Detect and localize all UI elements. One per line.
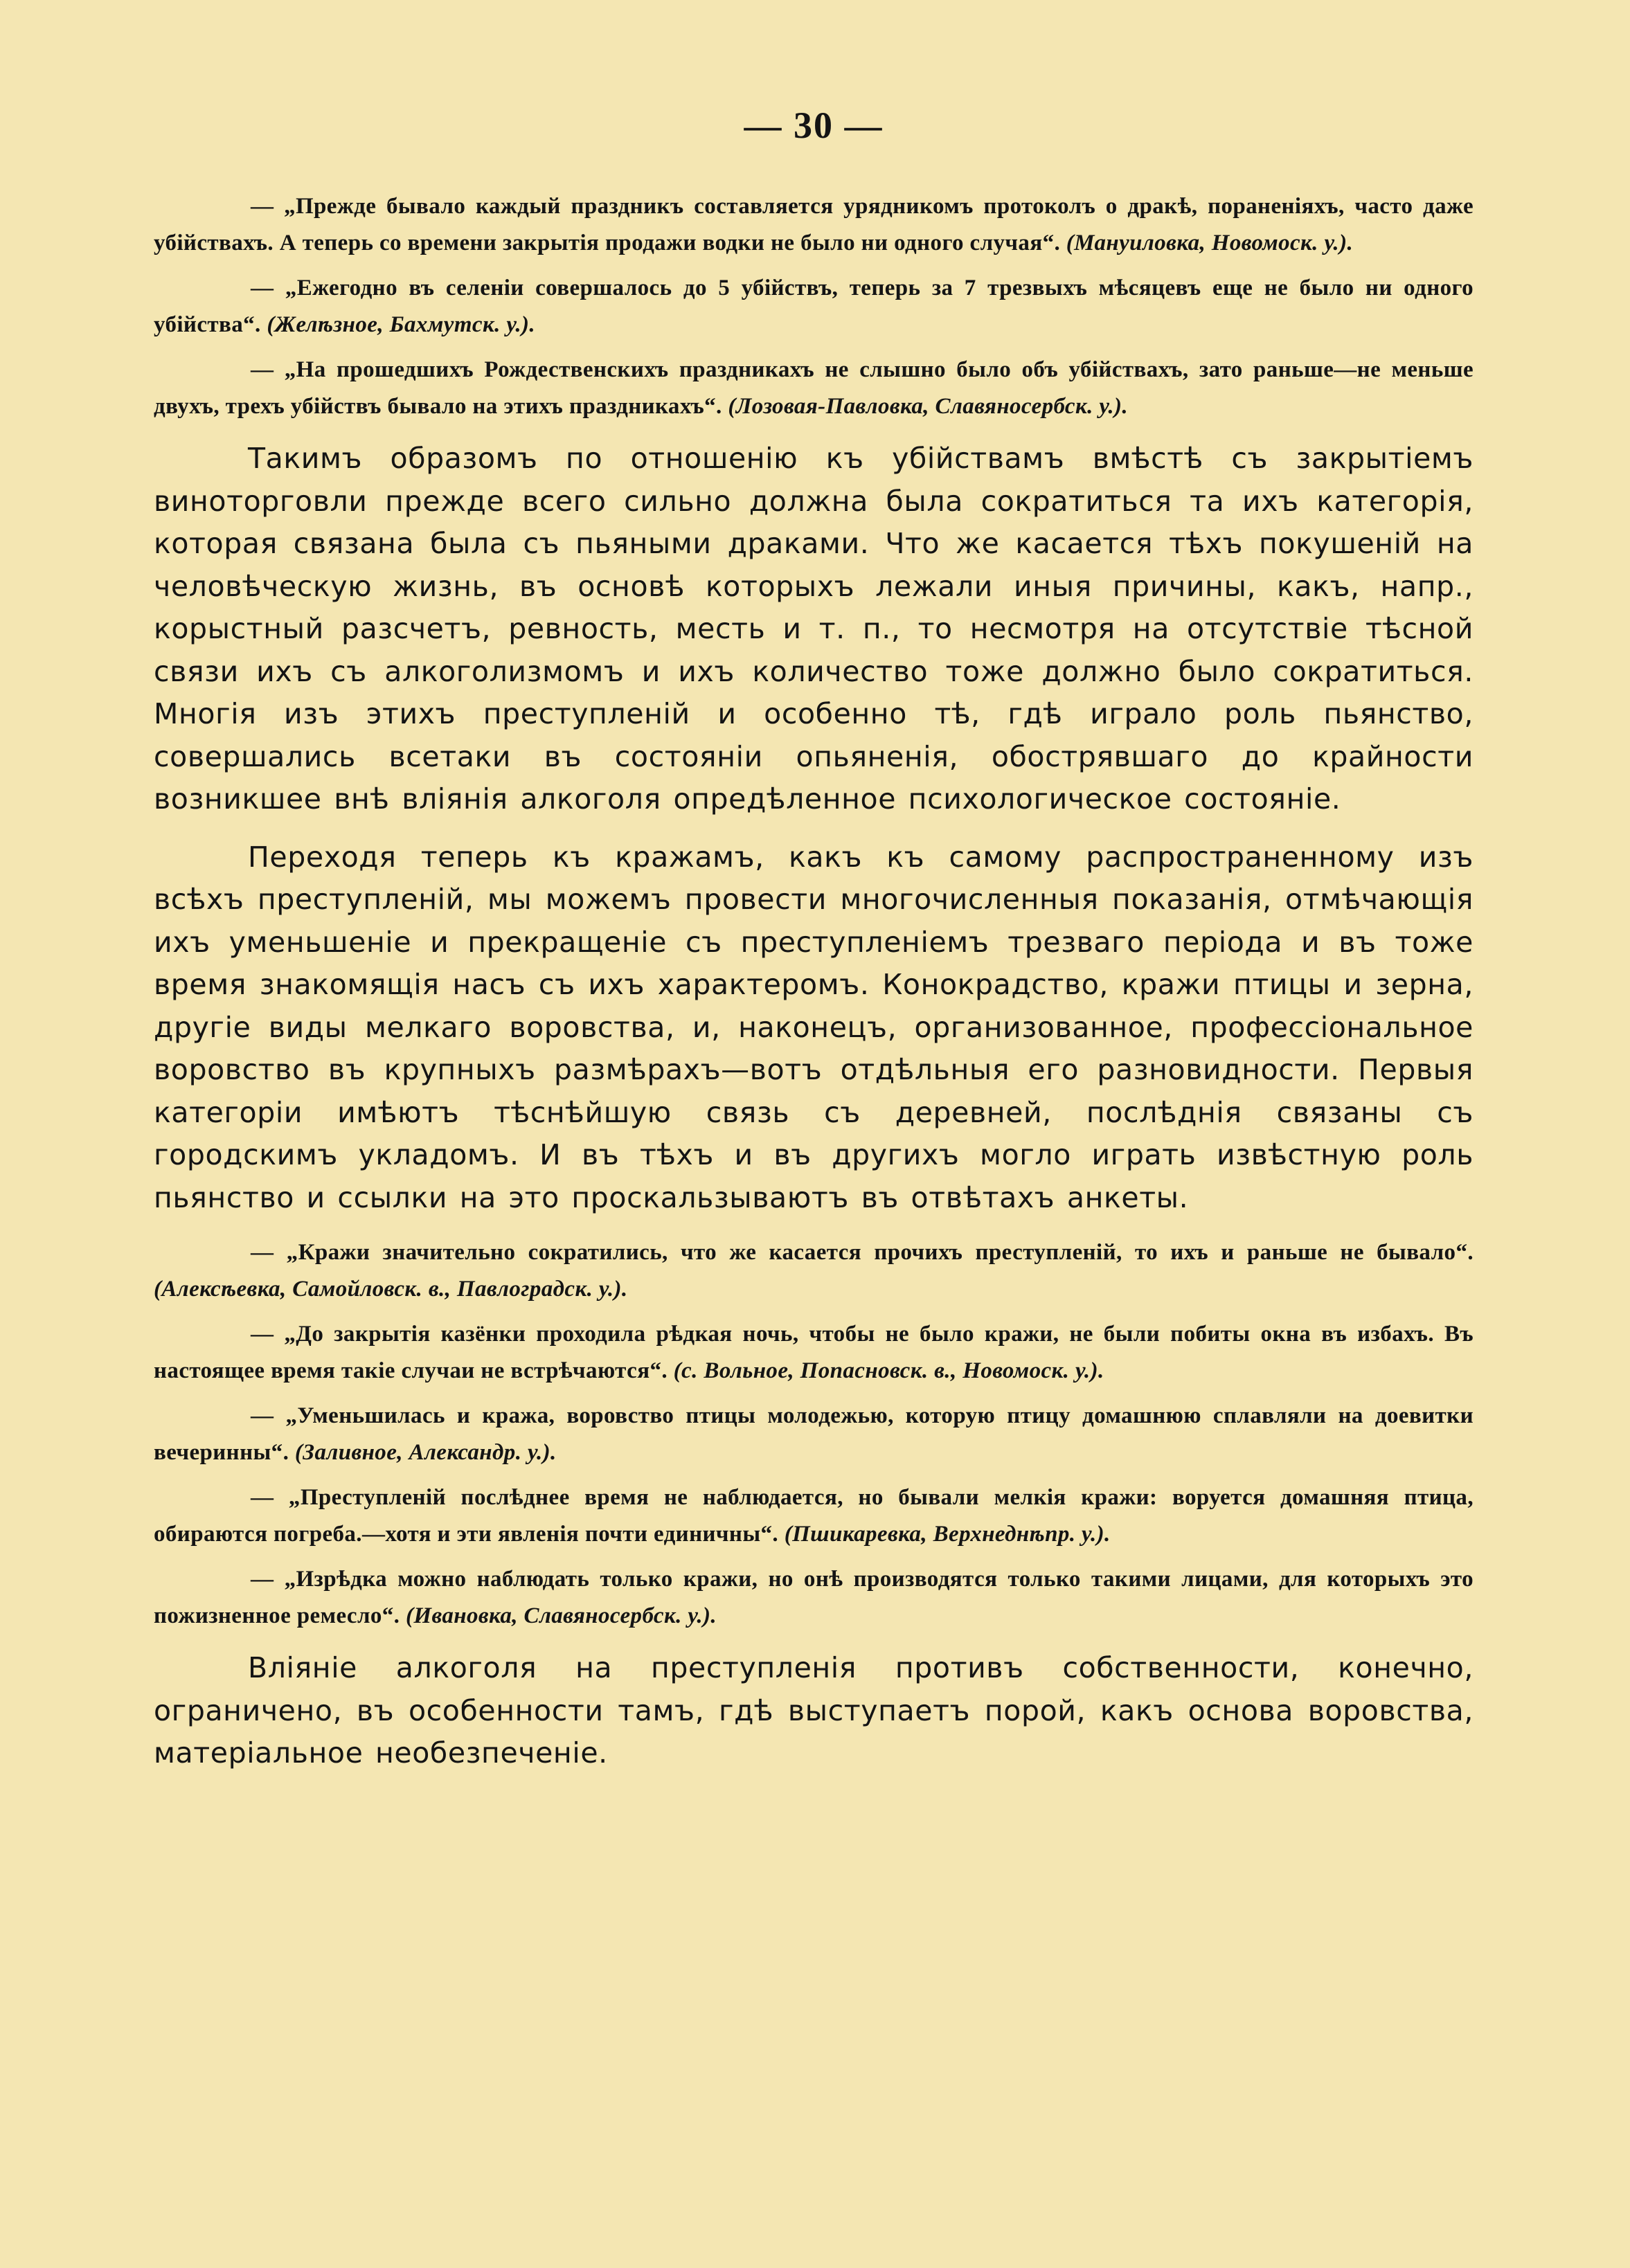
quote-block	[154, 1479, 1474, 1553]
quote-source: (Мануиловка, Новомоск. у.).	[1066, 231, 1354, 255]
quote-source: (Алексѣевка, Самойловск. в., Павлоградск. у.).	[154, 1277, 628, 1302]
quote-block	[154, 1316, 1474, 1389]
quote-text: — „Изрѣдка можно наблюдать только кражи, но онѣ производятся только такими лицами, для которыхъ это пожизненное ремесло“.	[154, 1567, 1474, 1628]
quote-block	[154, 188, 1474, 262]
quote-text: — „Ежегодно въ селеніи совершалось до 5 убійствъ, теперь за 7 трезвыхъ мѣсяцевъ еще не было ни одного убійства“.	[154, 276, 1474, 337]
body-paragraph: Вліяніе алкоголя на преступленія противъ собственности, конечно, ограничено, въ особенности тамъ, гдѣ выступаетъ порой, какъ основа воровства, матеріальное необезпеченіе.	[154, 1651, 1474, 1770]
page-number: — 30 —	[744, 105, 884, 146]
quote-text: — „Прежде бывало каждый праздникъ составляется урядникомъ протоколъ о дракѣ, пораненіяхъ, часто даже убійствахъ. А теперь со времени закрытія продажи водки не было ни одного случая“.	[154, 194, 1474, 255]
quote-block	[154, 352, 1474, 425]
quote-source: (Заливное, Александр. у.).	[294, 1440, 557, 1465]
quote-source: (Желѣзное, Бахмутск. у.).	[267, 312, 536, 337]
quote-block	[154, 270, 1474, 343]
quote-text: — „Уменьшилась и кража, воровство птицы молодежью, которую птицу домашнюю сплавляли на доевитки вечеринны“.	[154, 1403, 1474, 1465]
quote-source: (Пшикаревка, Верхнеднѣпр. у.).	[784, 1522, 1111, 1547]
quote-text: — „До закрытія казёнки проходила рѣдкая ночь, чтобы не было кражи, не были побиты окна въ избахъ. Въ настоящее время такіе случаи не встрѣчаются“.	[154, 1322, 1474, 1383]
quote-source: (Лозовая-Павловка, Славяносербск. у.).	[728, 394, 1129, 419]
quote-block	[154, 1398, 1474, 1471]
quote-source: (Ивановка, Славяносербск. у.).	[405, 1603, 717, 1628]
body-paragraph: Такимъ образомъ по отношенію къ убійствамъ вмѣстѣ съ закрытіемъ виноторговли прежде всего сильно должна была сократиться та ихъ категорія, которая связана была съ пьяными драками. Что же касается тѣхъ покушеній на человѣческую жизнь, въ основѣ которыхъ лежали иныя причины, какъ, напр., корыстный разсчетъ, ревность, месть и т. п., то несмотря на отсутствіе тѣсной связи ихъ съ алкоголизмомъ и ихъ количество тоже должно было сократиться. Многія изъ этихъ преступленій и особенно тѣ, гдѣ играло роль пьянство, совершались всетаки въ состояніи опьяненія, обострявшаго до крайности возникшее внѣ вліянія алкоголя опредѣленное психологическое состояніе.	[154, 442, 1474, 816]
quote-source: (с. Вольное, Попасновск. в., Новомоск. у.).	[673, 1358, 1104, 1383]
body-paragraph: Переходя теперь къ кражамъ, какъ къ самому распространенному изъ всѣхъ преступленій, мы можемъ провести многочисленныя показанія, отмѣчающія ихъ уменьшеніе и прекращеніе съ преступленіемъ трезваго періода и въ тоже время знакомящія насъ съ ихъ характеромъ. Конокрадство, кражи птицы и зерна, другіе виды мелкаго воровства, и, наконецъ, организованное, профессіональное воровство въ крупныхъ размѣрахъ—вотъ отдѣльныя его разновидности. Первыя категоріи имѣютъ тѣснѣйшую связь съ деревней, послѣднія связаны съ городскимъ укладомъ. И въ тѣхъ и въ другихъ могло играть извѣстную роль пьянство и ссылки на это проскальзываютъ въ отвѣтахъ анкеты.	[154, 840, 1474, 1214]
quote-block	[154, 1234, 1474, 1308]
quote-text: — „На прошедшихъ Рождественскихъ праздникахъ не слышно было объ убійствахъ, зато раньше—не меньше двухъ, трехъ убійствъ бывало на этихъ праздникахъ“.	[154, 357, 1474, 419]
quote-block	[154, 1561, 1474, 1635]
quote-text: — „Кражи значительно сократились, что же касается прочихъ преступленій, то ихъ и раньше не бывало“.	[251, 1240, 1474, 1265]
quote-text: — „Преступленій послѣднее время не наблюдается, но бывали мелкія кражи: воруется домашняя птица, обираются погреба.—хотя и эти явленія почти единичны“.	[154, 1485, 1474, 1547]
